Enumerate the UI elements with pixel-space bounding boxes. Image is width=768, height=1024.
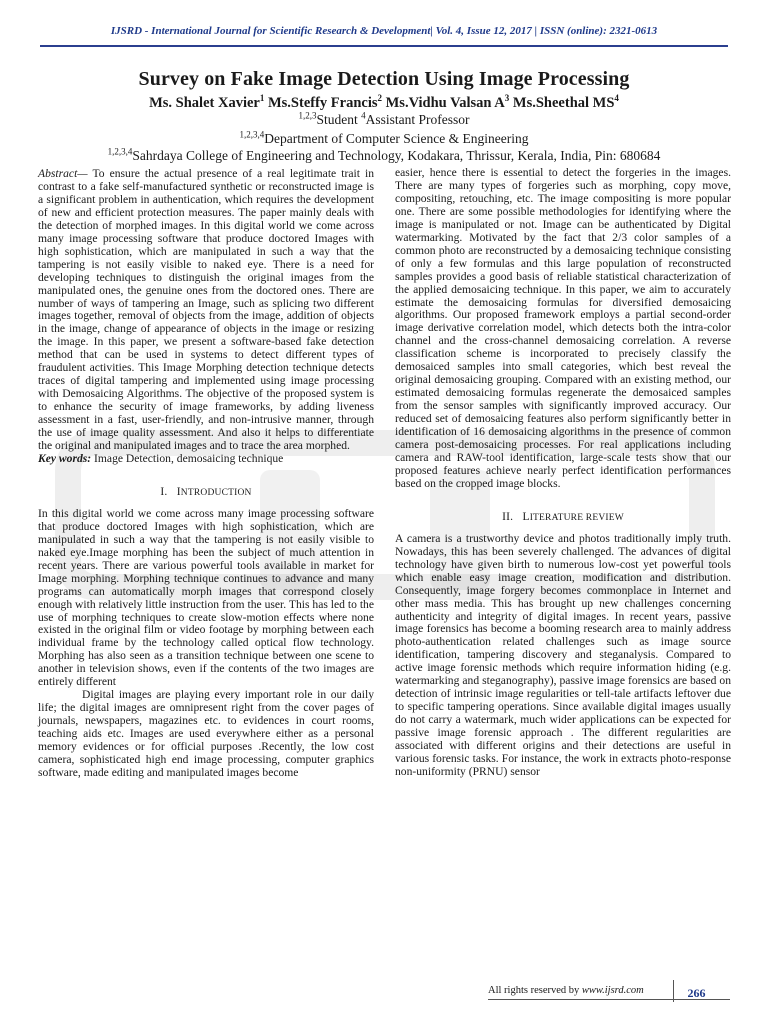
affiliation-college bbox=[20, 148, 748, 164]
author-name: Ms.Vidhu Valsan A bbox=[385, 95, 505, 111]
section-rest: ITERATURE REVIEW bbox=[529, 512, 624, 523]
affiliation-roles bbox=[20, 112, 748, 128]
affil-text: Assistant Professor bbox=[365, 112, 470, 127]
author-name: Ms. Shalet Xavier bbox=[149, 95, 260, 111]
keywords-label: Key words: bbox=[38, 451, 92, 465]
affil-sup: 4 bbox=[361, 110, 366, 121]
intro-paragraph: Digital images are playing every important role in our daily life; the digital images are omnipresent right from the cover pages of journals, newspapers, magazines etc. to evidences in court rooms, teaching aids etc. Images are used everywhere either as a personal memory evidences or for official purposes .Recently, the low cost camera, sophisticated high end image processing, computer graphics software, made editing and manipulated images become bbox=[38, 688, 374, 779]
section-heading-introduction bbox=[38, 486, 374, 500]
header-rule bbox=[40, 45, 728, 47]
paper-title: Survey on Fake Image Detection Using Image Processing bbox=[138, 68, 630, 90]
section-cap: I bbox=[176, 485, 181, 498]
section-rest: NTRODUCTION bbox=[180, 487, 252, 498]
keywords-text: Image Detection, demosaicing technique bbox=[91, 451, 284, 465]
section-cap: L bbox=[522, 510, 530, 523]
author-sup: 4 bbox=[614, 93, 619, 104]
right-column bbox=[395, 167, 731, 779]
author-sup: 2 bbox=[377, 93, 382, 104]
section-number: II. bbox=[502, 510, 514, 523]
affil-sup: 1,2,3,4 bbox=[239, 129, 265, 140]
footer-rights bbox=[488, 985, 644, 996]
section-number: I. bbox=[160, 485, 168, 498]
keywords bbox=[38, 453, 374, 466]
abstract-text: To ensure the actual presence of a real legitimate trait in contrast to a fake self-manufactured synthetic or reconstructed image is a significant problem in authentication, which requires the development of new and efficient protection measures. The paper mainly deals with the detection of morphed images. In this digital world we come across many image processing software that produce doctored Images with high sophistication, which are manipulated in such a way that the tampering is not easily visible to naked eye. There is a need for developing techniques to distinguish the original images from the manipulated ones, the genuine ones from the doctored ones. There are number of ways of tampering an Image, such as splicing two different images together, removal of objects from the image, addition of objects in the image, change of appearance of objects in the image or resizing the image. In this paper, we present a software-based fake detection method that can be used in systems to detect different types of fraudulent activities. This Image Morphing detection technique detects traces of digital tampering and implemented using image processing with Demosaicing Algorithms. The objective of the proposed system is to enhance the security of image frameworks, by adding liveness assessment in a fast, user-friendly, and non-intrusive manner, through the use of image quality assessment. And also it helps to differentiate the original and manipulated images and to trace the area morphed. bbox=[38, 167, 374, 453]
author-name: Ms.Steffy Francis bbox=[267, 95, 378, 111]
affil-text: Sahrdaya College of Engineering and Technology, Kodakara, Thrissur, Kerala, India, Pin: 680684 bbox=[132, 148, 661, 163]
affil-sup: 1,2,3,4 bbox=[107, 146, 133, 157]
author-name: Ms.Sheethal MS bbox=[512, 95, 615, 111]
journal-header: IJSRD - International Journal for Scientific Research & Development| Vol. 4, Issue 12, 2017 | ISSN (online): 2321-0613 bbox=[110, 25, 658, 37]
abstract-label: Abstract— bbox=[38, 167, 88, 180]
author-list bbox=[30, 95, 738, 112]
intro-continued: easier, hence there is essential to detect the forgeries in the images. There are many types of forgeries such as morphing, copy move, compositing, retouching, etc. The image compositing is more popular one. There are some possible methodologies for identifying where the image is manipulated or not. Image can be authenticated by Digital watermarking. Motivated by the fact that 2/3 color samples of a common photo are reconstructed by a demosaicing technique consisting of only a few formulas and this large population of reconstructed samples provides a good basis of reliable statistical characterization of the applied demosaicing technique. In this paper, we aim to accurately estimate the demosaicing formulas for diversified demosaicing algorithms. Our proposed framework employs a partial second-order image derivative correlation model, which detects both the intra-color channel and the cross-channel demosaicing correlation. A reverse classification scheme is incorporated to precisely classify the demosaiced samples into small categories, which best reveal the original demosaicing grouping. Compared with an existing method, our estimated demosaicing formulas regenerate the demosaiced samples from the sensor samples with significantly improved accuracy. Our reduced set of demosaicing features also perform significantly better in identification of 16 demosaicing algorithms in the presence of common camera post-demosaicing processes. For real applications including camera and RAW-tool identification, large-scale tests show that our proposed features achieve nearly perfect identification performances based on the cropped image blocks. bbox=[395, 166, 731, 490]
author-sup: 3 bbox=[504, 93, 510, 104]
affil-text: Student bbox=[316, 112, 362, 127]
footer-url-link[interactable]: www.ijsrd.com bbox=[581, 985, 644, 996]
intro-paragraph: In this digital world we come across many image processing software that produce doctored Images with high sophistication, which are manipulated in such a way that the tampering is not easily visible to naked eye.Image morphing has been the subject of much attention in recent years. There are various powerful tools available in market for Image morphing. Morphing technique continues to advance and many programs can automatically morph images that correspond closely enough with relatively little instruction from the user. This has led to the use of morphing techniques to create slow-motion effects where none existed in the original film or video footage by morphing between each individual frame by the technology called optical flow technology. Morphing has also seen as a transition technique between one scene to another in television shows, even if the contents of the two images are entirely different bbox=[38, 506, 374, 689]
author-sup: 1 bbox=[259, 93, 265, 104]
literature-paragraph: A camera is a trustworthy device and photos traditionally imply truth. Nowadays, this has been severely challenged. The advances of digital technology have given birth to numerous low-cost yet powerful tools which enable easy image creation, modification and distribution. Consequently, image forgery becomes commonplace in Internet and other mass media. This has brought up new challenges concerning authenticity and integrity of digital images. In recent years, passive image forensics has become a booming research area to mainly address photo-authentication related challenges such as image source identification, tampering discovery and steganalysis. Compared to active image forensic methods which require information hiding (e.g. watermarking and steganography), passive image forensics are based on detection of intrinsic image regularities or tell-tale artifacts leftover due to specific tampering operations. Since available digital images usually do not carry a watermark, much wider applications can be expected for passive image forensic approach . The different regularities are associated with different origins and their detections are useful in various forensic tasks. For instance, the work in extracts photo-response non-uniformity (PRNU) sensor bbox=[395, 531, 731, 778]
affil-text: Department of Computer Science & Engineering bbox=[264, 131, 529, 146]
left-column bbox=[38, 168, 374, 780]
abstract bbox=[38, 168, 374, 453]
affiliation-department bbox=[20, 131, 748, 147]
footer-rights-label: All rights reserved by bbox=[488, 985, 582, 996]
affil-sup: 1,2,3 bbox=[298, 110, 317, 121]
page-number: 266 bbox=[673, 980, 719, 1002]
section-heading-literature-review bbox=[395, 511, 731, 525]
